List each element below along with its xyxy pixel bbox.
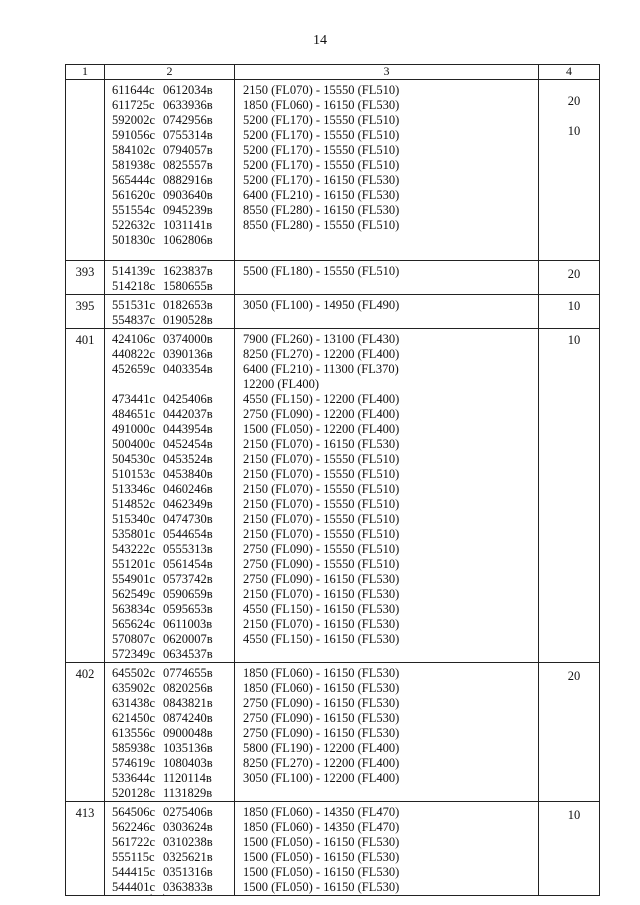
altitude-range: 2750 (FL090) - 16150 (FL530) xyxy=(243,711,400,725)
airspace-table xyxy=(65,64,600,896)
altitude-range: 5500 (FL180) - 15550 (FL510) xyxy=(243,264,400,278)
longitude: 0390136в xyxy=(163,347,213,361)
latitude: 440822с xyxy=(112,347,156,361)
coordinate-line xyxy=(112,786,234,801)
altitude-range: 3050 (FL100) - 14950 (FL490) xyxy=(243,298,400,312)
coordinate-line xyxy=(112,666,234,681)
coordinate-line xyxy=(112,128,234,143)
longitude: 0374000в xyxy=(163,332,213,346)
longitude: 0425406в xyxy=(163,392,213,406)
longitude: 0595653в xyxy=(163,602,213,616)
coordinates-cell xyxy=(104,295,234,328)
latitude: 611725с xyxy=(112,98,155,112)
coordinate-line xyxy=(112,681,234,696)
latitude: 484651с xyxy=(112,407,156,421)
longitude: 0774655в xyxy=(163,666,213,680)
latitude: 544415с xyxy=(112,865,156,879)
longitude: 0363833в xyxy=(163,880,213,894)
longitude: 0843821в xyxy=(163,696,213,710)
longitude: 0303624в xyxy=(163,820,213,834)
coordinate-line xyxy=(112,203,234,218)
latitude: 562549с xyxy=(112,587,156,601)
header-col-3: 3 xyxy=(234,65,538,79)
value: 10 xyxy=(567,808,581,822)
coordinate-line xyxy=(112,880,234,895)
altitude-range: 2750 (FL090) - 15550 (FL510) xyxy=(243,542,400,556)
altitude-range: 8250 (FL270) - 12200 (FL400) xyxy=(243,756,400,770)
altitude-range: 2150 (FL070) - 16150 (FL530) xyxy=(243,617,400,631)
coordinate-line xyxy=(112,482,234,497)
altitude-range: 2150 (FL070) - 15550 (FL510) xyxy=(243,497,400,511)
coordinates-cell xyxy=(104,802,234,895)
value-cell xyxy=(538,80,599,260)
latitude: 551201с xyxy=(112,557,156,571)
latitude: 645502с xyxy=(112,666,156,680)
altitude-range: 12200 (FL400) xyxy=(243,377,320,391)
altitude-range: 1500 (FL050) - 12200 (FL400) xyxy=(243,422,400,436)
latitude: 533644с xyxy=(112,771,156,785)
coordinate-line xyxy=(112,557,234,572)
altitude-range: 1500 (FL050) - 16150 (FL530) xyxy=(243,865,400,879)
value: 10 xyxy=(567,299,581,313)
coordinate-line xyxy=(112,347,234,362)
latitude: 613556с xyxy=(112,726,156,740)
page-number: 14 xyxy=(313,33,327,48)
longitude: 1623837в xyxy=(163,264,213,278)
longitude: 0882916в xyxy=(163,173,213,187)
coordinate-line xyxy=(112,83,234,98)
table-header-row xyxy=(65,64,600,80)
altitude-range: 5800 (FL190) - 12200 (FL400) xyxy=(243,741,400,755)
longitude: 0561454в xyxy=(163,557,213,571)
altitude-range: 1850 (FL060) - 14350 (FL470) xyxy=(243,805,400,819)
latitude: 515340с xyxy=(112,512,156,526)
altitude-range-cell xyxy=(234,261,538,294)
longitude: 0453524в xyxy=(163,452,213,466)
coordinate-line xyxy=(112,542,234,557)
altitude-range: 2150 (FL070) - 15550 (FL510) xyxy=(243,83,400,97)
longitude: 0611003в xyxy=(163,617,213,631)
altitude-range: 4550 (FL150) - 12200 (FL400) xyxy=(243,392,400,406)
group-id-cell: 401 xyxy=(75,333,95,347)
latitude: 592002с xyxy=(112,113,156,127)
latitude: 535801с xyxy=(112,527,156,541)
longitude: 0945239в xyxy=(163,203,213,217)
longitude: 1031141в xyxy=(163,218,213,232)
coordinate-line xyxy=(112,233,234,248)
latitude: 635902с xyxy=(112,681,156,695)
altitude-range: 2150 (FL070) - 16150 (FL530) xyxy=(243,587,400,601)
latitude: 543222с xyxy=(112,542,156,556)
group-id-cell xyxy=(66,80,104,260)
value: 20 xyxy=(567,669,581,683)
latitude: 513346с xyxy=(112,482,156,496)
longitude: 0442037в xyxy=(163,407,213,421)
value: 20 xyxy=(567,94,581,108)
value: 10 xyxy=(567,124,581,138)
coordinate-line xyxy=(112,741,234,756)
altitude-range: 3050 (FL100) - 12200 (FL400) xyxy=(243,771,400,785)
value: 10 xyxy=(567,333,581,347)
coordinate-line xyxy=(112,587,234,602)
altitude-range: 6400 (FL210) - 16150 (FL530) xyxy=(243,188,400,202)
coordinates-cell xyxy=(104,261,234,294)
coordinate-line xyxy=(112,332,234,347)
coordinate-line xyxy=(112,572,234,587)
longitude: 1131829в xyxy=(163,786,213,800)
longitude: 1080403в xyxy=(163,756,213,770)
latitude: 565624с xyxy=(112,617,156,631)
latitude: 562246с xyxy=(112,820,156,834)
latitude: 554901с xyxy=(112,572,156,586)
latitude: 551531с xyxy=(112,298,156,312)
latitude: 551554с xyxy=(112,203,156,217)
altitude-range: 8550 (FL280) - 15550 (FL510) xyxy=(243,218,400,232)
altitude-range: 2150 (FL070) - 15550 (FL510) xyxy=(243,527,400,541)
altitude-range: 2750 (FL090) - 16150 (FL530) xyxy=(243,572,400,586)
altitude-range: 2750 (FL090) - 12200 (FL400) xyxy=(243,407,400,421)
longitude: 0452454в xyxy=(163,437,213,451)
longitude: 0460246в xyxy=(163,482,213,496)
latitude: 520128с xyxy=(112,786,156,800)
longitude: 1035136в xyxy=(163,741,213,755)
table-group xyxy=(65,295,600,329)
latitude: 452659с xyxy=(112,362,156,376)
longitude: 0903640в xyxy=(163,188,213,202)
longitude: 0453840в xyxy=(163,467,213,481)
group-id-cell: 413 xyxy=(75,806,95,820)
altitude-range: 1850 (FL060) - 16150 (FL530) xyxy=(243,98,400,112)
latitude: 565444с xyxy=(112,173,156,187)
altitude-range: 5200 (FL170) - 16150 (FL530) xyxy=(243,173,400,187)
longitude: 0900048в xyxy=(163,726,213,740)
coordinates-cell xyxy=(104,663,234,801)
altitude-range: 5200 (FL170) - 15550 (FL510) xyxy=(243,128,400,142)
header-col-1: 1 xyxy=(82,64,88,78)
altitude-range: 1500 (FL050) - 16150 (FL530) xyxy=(243,880,400,894)
value: 20 xyxy=(567,267,581,281)
longitude: 0555313в xyxy=(163,542,213,556)
latitude: 563834с xyxy=(112,602,156,616)
table-group xyxy=(65,802,600,896)
longitude: 0794057в xyxy=(163,143,213,157)
coordinate-line xyxy=(112,452,234,467)
latitude: 581938с xyxy=(112,158,156,172)
latitude: 510153с xyxy=(112,467,156,481)
longitude: 0755314в xyxy=(163,128,213,142)
coordinate-line xyxy=(112,617,234,632)
altitude-range: 5200 (FL170) - 15550 (FL510) xyxy=(243,158,400,172)
latitude: 555115с xyxy=(112,850,155,864)
latitude: 522632с xyxy=(112,218,156,232)
coordinate-line xyxy=(112,98,234,113)
altitude-range: 2750 (FL090) - 15550 (FL510) xyxy=(243,557,400,571)
altitude-range: 2750 (FL090) - 16150 (FL530) xyxy=(243,726,400,740)
longitude: 0825557в xyxy=(163,158,213,172)
altitude-range: 2150 (FL070) - 15550 (FL510) xyxy=(243,452,400,466)
latitude: 514218с xyxy=(112,279,156,293)
coordinate-line xyxy=(112,218,234,233)
latitude: 585938с xyxy=(112,741,156,755)
coordinate-line xyxy=(112,377,234,392)
latitude: 544401с xyxy=(112,880,156,894)
longitude: 0351316в xyxy=(163,865,213,879)
latitude: 424106с xyxy=(112,332,156,346)
longitude: 0820256в xyxy=(163,681,213,695)
longitude: 1120114в xyxy=(163,771,212,785)
table-group xyxy=(65,261,600,295)
header-col-2: 2 xyxy=(104,65,234,79)
altitude-range: 8250 (FL270) - 12200 (FL400) xyxy=(243,347,400,361)
coordinate-line xyxy=(112,362,234,377)
altitude-range: 2150 (FL070) - 15550 (FL510) xyxy=(243,512,400,526)
footer-marks: . . xyxy=(150,887,169,897)
coordinates-cell xyxy=(104,80,234,260)
longitude: 0325621в xyxy=(163,850,213,864)
longitude: 0742956в xyxy=(163,113,213,127)
coordinate-line xyxy=(112,188,234,203)
coordinate-line xyxy=(112,711,234,726)
coordinate-line xyxy=(112,422,234,437)
longitude: 1580655в xyxy=(163,279,213,293)
latitude: 514852с xyxy=(112,497,156,511)
latitude: 621450с xyxy=(112,711,156,725)
coordinate-line xyxy=(112,726,234,741)
coordinate-line xyxy=(112,647,234,662)
group-id-cell: 393 xyxy=(75,265,95,279)
longitude: 0275406в xyxy=(163,805,213,819)
latitude: 501830с xyxy=(112,233,156,247)
altitude-range: 5200 (FL170) - 15550 (FL510) xyxy=(243,113,400,127)
latitude: 473441с xyxy=(112,392,156,406)
altitude-range-cell xyxy=(234,329,538,662)
altitude-range: 5200 (FL170) - 15550 (FL510) xyxy=(243,143,400,157)
longitude: 0403354в xyxy=(163,362,213,376)
latitude: 570807с xyxy=(112,632,156,646)
coordinate-line xyxy=(112,696,234,711)
altitude-range: 2150 (FL070) - 16150 (FL530) xyxy=(243,437,400,451)
coordinate-line xyxy=(112,771,234,786)
latitude: 611644с xyxy=(112,83,155,97)
longitude: 0474730в xyxy=(163,512,213,526)
value-cell xyxy=(538,261,599,294)
coordinate-line xyxy=(112,143,234,158)
latitude: 574619с xyxy=(112,756,156,770)
coordinate-line xyxy=(112,407,234,422)
altitude-range: 1500 (FL050) - 16150 (FL530) xyxy=(243,835,400,849)
coordinate-line xyxy=(112,527,234,542)
table-group xyxy=(65,80,600,261)
longitude: 0634537в xyxy=(163,647,213,661)
coordinate-line xyxy=(112,835,234,850)
coordinates-cell xyxy=(104,329,234,662)
group-id-cell: 402 xyxy=(75,667,95,681)
longitude: 0443954в xyxy=(163,422,213,436)
longitude: 0573742в xyxy=(163,572,213,586)
coordinate-line xyxy=(112,850,234,865)
altitude-range: 2150 (FL070) - 15550 (FL510) xyxy=(243,467,400,481)
coordinate-line xyxy=(112,113,234,128)
latitude: 584102с xyxy=(112,143,156,157)
altitude-range: 8550 (FL280) - 16150 (FL530) xyxy=(243,203,400,217)
longitude: 0612034в xyxy=(163,83,213,97)
latitude: 504530с xyxy=(112,452,156,466)
altitude-range-cell xyxy=(234,295,538,328)
latitude: 564506с xyxy=(112,805,156,819)
altitude-range: 6400 (FL210) - 11300 (FL370) xyxy=(243,362,399,376)
value-cell xyxy=(538,802,599,895)
coordinate-line xyxy=(112,437,234,452)
latitude: 561722с xyxy=(112,835,156,849)
altitude-range: 1850 (FL060) - 14350 (FL470) xyxy=(243,820,400,834)
altitude-range: 1500 (FL050) - 16150 (FL530) xyxy=(243,850,400,864)
longitude: 0590659в xyxy=(163,587,213,601)
altitude-range: 2750 (FL090) - 16150 (FL530) xyxy=(243,696,400,710)
value-cell xyxy=(538,663,599,801)
longitude: 0310238в xyxy=(163,835,213,849)
coordinate-line xyxy=(112,865,234,880)
altitude-range: 4550 (FL150) - 16150 (FL530) xyxy=(243,632,400,646)
altitude-range: 1850 (FL060) - 16150 (FL530) xyxy=(243,681,400,695)
altitude-range: 7900 (FL260) - 13100 (FL430) xyxy=(243,332,400,346)
longitude: 0190528в xyxy=(163,313,213,327)
longitude: 0620007в xyxy=(163,632,213,646)
altitude-range: 1850 (FL060) - 16150 (FL530) xyxy=(243,666,400,680)
latitude: 561620с xyxy=(112,188,156,202)
coordinate-line xyxy=(112,820,234,835)
longitude: 0544654в xyxy=(163,527,213,541)
coordinate-line xyxy=(112,279,234,294)
altitude-range-cell xyxy=(234,80,538,260)
coordinate-line xyxy=(112,264,234,279)
latitude: 631438с xyxy=(112,696,156,710)
coordinate-line xyxy=(112,805,234,820)
coordinate-line xyxy=(112,313,234,328)
altitude-range: 2150 (FL070) - 15550 (FL510) xyxy=(243,482,400,496)
altitude-range-cell xyxy=(234,802,538,895)
value-cell xyxy=(538,329,599,662)
longitude: 0462349в xyxy=(163,497,213,511)
latitude: 554837с xyxy=(112,313,156,327)
table-group xyxy=(65,663,600,802)
table-group xyxy=(65,329,600,663)
latitude: 491000с xyxy=(112,422,156,436)
altitude-range-cell xyxy=(234,663,538,801)
coordinate-line xyxy=(112,497,234,512)
group-id-cell: 395 xyxy=(75,299,95,313)
coordinate-line xyxy=(112,632,234,647)
latitude: 500400с xyxy=(112,437,156,451)
coordinate-line xyxy=(112,756,234,771)
value-cell xyxy=(538,295,599,328)
latitude: 514139с xyxy=(112,264,156,278)
coordinate-line xyxy=(112,602,234,617)
longitude: 1062806в xyxy=(163,233,213,247)
coordinate-line xyxy=(112,158,234,173)
longitude: 0182653в xyxy=(163,298,213,312)
coordinate-line xyxy=(112,173,234,188)
coordinate-line xyxy=(112,467,234,482)
longitude: 0874240в xyxy=(163,711,213,725)
coordinate-line xyxy=(112,512,234,527)
latitude: 591056с xyxy=(112,128,156,142)
latitude: 572349с xyxy=(112,647,156,661)
coordinate-line xyxy=(112,392,234,407)
header-col-4: 4 xyxy=(538,65,599,79)
altitude-range: 4550 (FL150) - 16150 (FL530) xyxy=(243,602,400,616)
longitude: 0633936в xyxy=(163,98,213,112)
coordinate-line xyxy=(112,298,234,313)
